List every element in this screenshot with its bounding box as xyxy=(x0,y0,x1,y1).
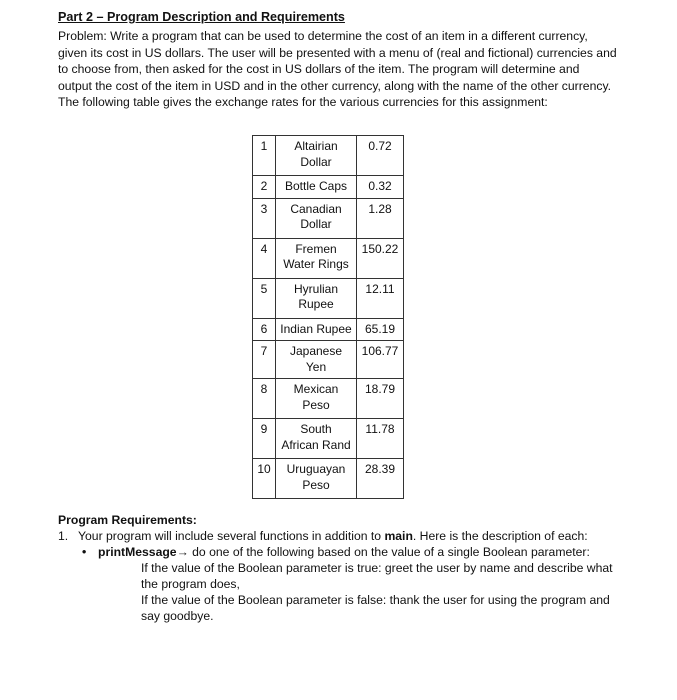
true-case-line: If the value of the Boolean parameter is true: greet the user by name and describe what xyxy=(141,561,613,575)
currency-name-line: Dollar xyxy=(300,217,332,231)
currency-name-line: Water Rings xyxy=(283,257,349,271)
currency-name: Bottle Caps xyxy=(276,176,357,199)
currency-name-line: Canadian xyxy=(290,201,342,216)
function-bullet xyxy=(82,544,642,561)
problem-line: output the cost of the item in USD and in the other currency, along with the name of the other currency. xyxy=(58,78,612,93)
requirement-item xyxy=(58,528,638,545)
exchange-rate: 1.28 xyxy=(357,198,404,238)
item-number: 1. xyxy=(58,529,69,543)
row-number: 9 xyxy=(253,419,276,459)
item-text: Your program will include several functions in addition to xyxy=(78,529,385,543)
problem-line: given its cost in US dollars. The user will be presented with a menu of (real and fictional) currencies and xyxy=(58,45,617,60)
table-row xyxy=(253,238,404,278)
problem-line: The following table gives the exchange rates for the various currencies for this assignment: xyxy=(58,95,548,109)
table-row xyxy=(253,176,404,199)
currency-name xyxy=(276,198,357,238)
false-case-line: say goodbye. xyxy=(141,609,214,623)
currency-name: Indian Rupee xyxy=(276,318,357,341)
exchange-rate: 11.78 xyxy=(357,419,404,459)
table-row xyxy=(253,341,404,379)
row-number: 2 xyxy=(253,176,276,199)
row-number: 1 xyxy=(253,136,276,176)
currency-name-line: Rupee xyxy=(298,297,334,311)
exchange-rate: 150.22 xyxy=(357,238,404,278)
exchange-rate-table xyxy=(252,135,404,499)
false-case-line: If the value of the Boolean parameter is false: thank the user for using the program and xyxy=(141,593,610,607)
item-text: . Here is the description of each: xyxy=(412,529,588,543)
requirements-title: Program Requirements: xyxy=(58,513,197,527)
row-number: 5 xyxy=(253,278,276,318)
table-row xyxy=(253,278,404,318)
row-number: 10 xyxy=(253,459,276,499)
section-heading: Part 2 – Program Description and Requirements xyxy=(58,10,345,24)
function-description: do one of the following based on the value of a single Boolean parameter: xyxy=(188,545,590,559)
row-number: 7 xyxy=(253,341,276,379)
exchange-rate: 106.77 xyxy=(357,341,404,379)
row-number: 8 xyxy=(253,379,276,419)
problem-line: Problem: Write a program that can be used to determine the cost of an item in a different currency, xyxy=(58,29,588,43)
problem-description xyxy=(58,28,618,111)
currency-name-line: African Rand xyxy=(281,437,351,452)
problem-line: to choose from, then asked for the cost in US dollars of the item. The program will determine and xyxy=(58,62,580,76)
currency-name-line: Altairian xyxy=(294,139,338,153)
table-row xyxy=(253,379,404,419)
currency-name-line: Peso xyxy=(302,477,330,492)
table-row xyxy=(253,419,404,459)
row-number: 4 xyxy=(253,238,276,278)
currency-name xyxy=(276,459,357,499)
row-number: 6 xyxy=(253,318,276,341)
currency-name xyxy=(276,379,357,419)
currency-name-line: Uruguayan xyxy=(286,462,346,476)
currency-name-line: Dollar xyxy=(300,154,332,169)
exchange-rate: 0.72 xyxy=(357,136,404,176)
bullet-icon: • xyxy=(82,545,87,559)
currency-name-line: Peso xyxy=(302,397,330,412)
exchange-rate: 12.11 xyxy=(357,278,404,318)
currency-name xyxy=(276,419,357,459)
currency-name-line: Hyrulian xyxy=(293,281,338,296)
currency-name-line: Mexican xyxy=(293,382,339,396)
currency-name xyxy=(276,136,357,176)
table-row xyxy=(253,459,404,499)
exchange-rate: 28.39 xyxy=(357,459,404,499)
table-row xyxy=(253,136,404,176)
currency-name xyxy=(276,278,357,318)
exchange-rate: 18.79 xyxy=(357,379,404,419)
currency-name-line: Fremen xyxy=(295,241,337,256)
currency-name: Japanese Yen xyxy=(276,341,357,379)
true-case-line: the program does, xyxy=(141,577,240,591)
exchange-rate: 65.19 xyxy=(357,318,404,341)
exchange-rate: 0.32 xyxy=(357,176,404,199)
table-row xyxy=(253,198,404,238)
currency-name xyxy=(276,238,357,278)
item-text-bold: main xyxy=(384,529,413,543)
currency-name-line: South xyxy=(300,422,332,436)
table-row xyxy=(253,318,404,341)
function-name: printMessage→ xyxy=(98,545,189,559)
row-number: 3 xyxy=(253,198,276,238)
